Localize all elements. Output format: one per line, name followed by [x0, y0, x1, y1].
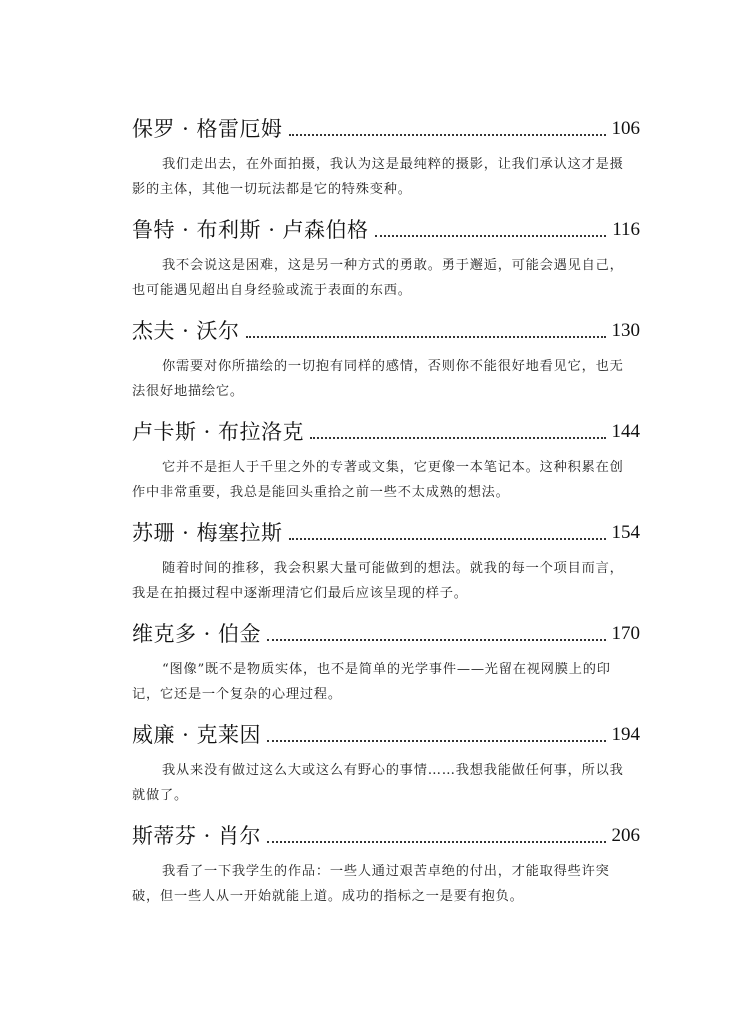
- quote-text: 它并不是拒人于千里之外的专著或文集，它更像一本笔记本。这种积累在创作中非常重要，我总是能回头重拾之前一些不太成熟的想法。: [132, 460, 624, 500]
- dot-leader: [267, 740, 605, 742]
- page-number: 170: [611, 623, 640, 644]
- page-number: 116: [612, 219, 640, 240]
- page-number: 130: [611, 320, 640, 341]
- quote-text: 我从来没有做过这么大或这么有野心的事情……我想我能做任何事，所以我就做了。: [132, 763, 624, 803]
- toc-entry-heading: [132, 110, 640, 142]
- photographer-name: 卢卡斯 · 布拉洛克: [132, 420, 305, 444]
- dot-leader: [375, 235, 607, 237]
- toc-entry-heading: [132, 312, 640, 344]
- page-number: 144: [611, 421, 640, 442]
- dot-leader: [310, 437, 605, 439]
- dot-leader: [267, 841, 605, 843]
- toc-entry: [132, 817, 640, 918]
- photographer-name: 苏珊 · 梅塞拉斯: [132, 521, 283, 545]
- quote-text: 我们走出去，在外面拍摄，我认为这是最纯粹的摄影，让我们承认这才是摄影的主体，其他一切玩法都是它的特殊变种。: [132, 157, 624, 197]
- toc-entry-heading: [132, 514, 640, 546]
- toc-entry: [132, 716, 640, 817]
- toc-entry-heading: [132, 817, 640, 849]
- page-number: 206: [611, 825, 640, 846]
- photographer-name: 保罗 · 格雷厄姆: [132, 117, 283, 141]
- toc-entry: [132, 615, 640, 716]
- photographer-name: 斯蒂芬 · 肖尔: [132, 824, 262, 848]
- dot-leader: [289, 538, 606, 540]
- toc-entry-heading: [132, 716, 640, 748]
- quote-text: 随着时间的推移，我会积累大量可能做到的想法。就我的每一个项目而言，我是在拍摄过程中逐渐理清它们最后应该呈现的样子。: [132, 561, 624, 601]
- toc-entry: [132, 312, 640, 413]
- photographer-name: 威廉 · 克莱因: [132, 723, 262, 747]
- toc-entry-heading: [132, 211, 640, 243]
- dot-leader: [289, 134, 606, 136]
- photographer-name: 维克多 · 伯金: [132, 622, 262, 646]
- page-number: 194: [611, 724, 640, 745]
- toc-entry: [132, 413, 640, 514]
- quote-text: 我不会说这是困难，这是另一种方式的勇敢。勇于邂逅，可能会遇见自己，也可能遇见超出自身经验或流于表面的东西。: [132, 258, 624, 298]
- toc-entry-heading: [132, 413, 640, 445]
- photographer-name: 鲁特 · 布利斯 · 卢森伯格: [132, 218, 369, 242]
- toc-entry-heading: [132, 615, 640, 647]
- page-number: 154: [611, 522, 640, 543]
- dot-leader: [246, 336, 606, 338]
- toc-entry: [132, 110, 640, 211]
- table-of-contents: [132, 110, 640, 918]
- quote-text: 我看了一下我学生的作品：一些人通过艰苦卓绝的付出，才能取得些许突破，但一些人从一开始就能上道。成功的指标之一是要有抱负。: [132, 864, 610, 904]
- page-number: 106: [611, 118, 640, 139]
- toc-entry: [132, 514, 640, 615]
- dot-leader: [267, 639, 605, 641]
- photographer-name: 杰夫 · 沃尔: [132, 319, 240, 343]
- toc-entry: [132, 211, 640, 312]
- quote-text: “图像”既不是物质实体，也不是简单的光学事件——光留在视网膜上的印记，它还是一个复杂的心理过程。: [132, 662, 611, 702]
- quote-text: 你需要对你所描绘的一切抱有同样的感情，否则你不能很好地看见它，也无法很好地描绘它。: [132, 359, 624, 399]
